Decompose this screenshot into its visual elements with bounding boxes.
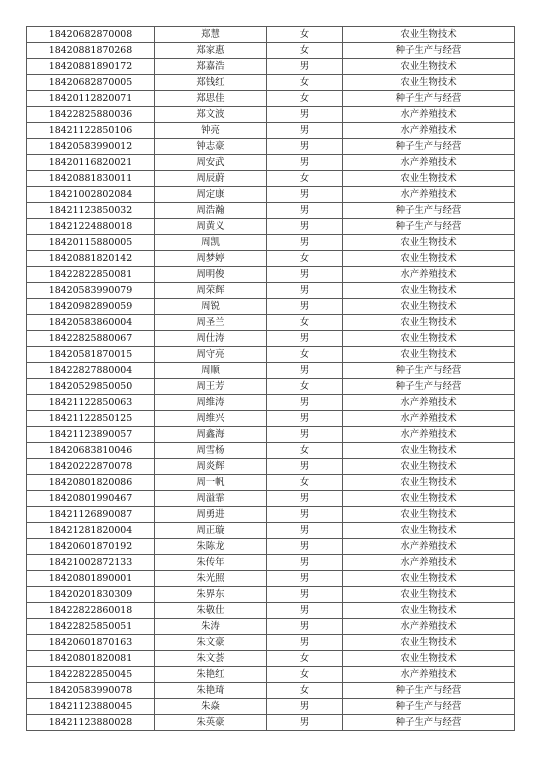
table-row <box>27 651 515 667</box>
name-cell: 周荣辉 <box>155 283 267 299</box>
gender-cell: 男 <box>267 187 343 203</box>
student-id-cell: 18420201830309 <box>27 587 155 603</box>
name-cell: 周维兴 <box>155 411 267 427</box>
major-cell: 种子生产与经营 <box>343 715 515 731</box>
major-cell: 水产养殖技术 <box>343 123 515 139</box>
student-id-cell: 18422825850051 <box>27 619 155 635</box>
major-cell: 农业生物技术 <box>343 635 515 651</box>
name-cell: 郑思佳 <box>155 91 267 107</box>
major-cell: 农业生物技术 <box>343 347 515 363</box>
table-row <box>27 75 515 91</box>
student-id-cell: 18420583860004 <box>27 315 155 331</box>
gender-cell: 女 <box>267 43 343 59</box>
table-row <box>27 171 515 187</box>
table-row <box>27 411 515 427</box>
student-id-cell: 18421123890057 <box>27 427 155 443</box>
gender-cell: 男 <box>267 603 343 619</box>
student-id-cell: 18420116820021 <box>27 155 155 171</box>
student-id-cell: 18420583990078 <box>27 683 155 699</box>
student-id-cell: 18420601870192 <box>27 539 155 555</box>
student-id-cell: 18420881870268 <box>27 43 155 59</box>
gender-cell: 男 <box>267 267 343 283</box>
table-row <box>27 667 515 683</box>
gender-cell: 男 <box>267 331 343 347</box>
major-cell: 农业生物技术 <box>343 331 515 347</box>
name-cell: 周圣兰 <box>155 315 267 331</box>
major-cell: 农业生物技术 <box>343 59 515 75</box>
gender-cell: 女 <box>267 251 343 267</box>
major-cell: 农业生物技术 <box>343 443 515 459</box>
major-cell: 农业生物技术 <box>343 315 515 331</box>
name-cell: 周明俊 <box>155 267 267 283</box>
major-cell: 水产养殖技术 <box>343 667 515 683</box>
name-cell: 周炎辉 <box>155 459 267 475</box>
gender-cell: 男 <box>267 635 343 651</box>
gender-cell: 男 <box>267 411 343 427</box>
name-cell: 朱光照 <box>155 571 267 587</box>
table-row <box>27 683 515 699</box>
table-row <box>27 315 515 331</box>
gender-cell: 男 <box>267 523 343 539</box>
student-id-cell: 18421122850125 <box>27 411 155 427</box>
table-row <box>27 235 515 251</box>
student-id-cell: 18422825880067 <box>27 331 155 347</box>
name-cell: 郑文波 <box>155 107 267 123</box>
gender-cell: 男 <box>267 283 343 299</box>
major-cell: 水产养殖技术 <box>343 427 515 443</box>
student-id-cell: 18420881820142 <box>27 251 155 267</box>
table-row <box>27 635 515 651</box>
gender-cell: 男 <box>267 203 343 219</box>
table-row <box>27 507 515 523</box>
gender-cell: 男 <box>267 155 343 171</box>
name-cell: 郑家惠 <box>155 43 267 59</box>
name-cell: 郑慧 <box>155 27 267 43</box>
student-id-cell: 18421123880045 <box>27 699 155 715</box>
student-id-cell: 18422825880036 <box>27 107 155 123</box>
gender-cell: 女 <box>267 347 343 363</box>
table-row <box>27 539 515 555</box>
gender-cell: 男 <box>267 587 343 603</box>
major-cell: 水产养殖技术 <box>343 107 515 123</box>
student-id-cell: 18421281820004 <box>27 523 155 539</box>
table-row <box>27 283 515 299</box>
gender-cell: 男 <box>267 363 343 379</box>
student-id-cell: 18422822850045 <box>27 667 155 683</box>
table-row <box>27 715 515 731</box>
student-id-cell: 18422822860018 <box>27 603 155 619</box>
major-cell: 水产养殖技术 <box>343 187 515 203</box>
major-cell: 种子生产与经营 <box>343 683 515 699</box>
student-id-cell: 18421126890087 <box>27 507 155 523</box>
student-id-cell: 18421123850032 <box>27 203 155 219</box>
name-cell: 钟志豪 <box>155 139 267 155</box>
major-cell: 种子生产与经营 <box>343 219 515 235</box>
major-cell: 种子生产与经营 <box>343 379 515 395</box>
student-id-cell: 18421224880018 <box>27 219 155 235</box>
gender-cell: 男 <box>267 507 343 523</box>
name-cell: 钟亮 <box>155 123 267 139</box>
table-row <box>27 331 515 347</box>
student-id-cell: 18420881830011 <box>27 171 155 187</box>
major-cell: 水产养殖技术 <box>343 267 515 283</box>
student-id-cell: 18420581870015 <box>27 347 155 363</box>
student-id-cell: 18421123880028 <box>27 715 155 731</box>
student-table-body <box>27 27 515 731</box>
student-id-cell: 18420583990079 <box>27 283 155 299</box>
major-cell: 水产养殖技术 <box>343 411 515 427</box>
table-row <box>27 219 515 235</box>
student-id-cell: 18420801820081 <box>27 651 155 667</box>
table-row <box>27 427 515 443</box>
table-row <box>27 475 515 491</box>
student-id-cell: 18420801890001 <box>27 571 155 587</box>
major-cell: 农业生物技术 <box>343 459 515 475</box>
major-cell: 农业生物技术 <box>343 75 515 91</box>
name-cell: 朱英豪 <box>155 715 267 731</box>
gender-cell: 男 <box>267 491 343 507</box>
gender-cell: 女 <box>267 443 343 459</box>
name-cell: 周正璇 <box>155 523 267 539</box>
table-row <box>27 587 515 603</box>
gender-cell: 男 <box>267 571 343 587</box>
table-row <box>27 91 515 107</box>
name-cell: 周顺 <box>155 363 267 379</box>
name-cell: 郑钱红 <box>155 75 267 91</box>
student-table <box>26 26 515 731</box>
student-id-cell: 18420982890059 <box>27 299 155 315</box>
table-row <box>27 139 515 155</box>
gender-cell: 女 <box>267 315 343 331</box>
major-cell: 农业生物技术 <box>343 299 515 315</box>
table-row <box>27 379 515 395</box>
gender-cell: 男 <box>267 123 343 139</box>
major-cell: 农业生物技术 <box>343 235 515 251</box>
table-row <box>27 59 515 75</box>
table-row <box>27 43 515 59</box>
student-id-cell: 18420682870008 <box>27 27 155 43</box>
name-cell: 朱涛 <box>155 619 267 635</box>
student-id-cell: 18421122850063 <box>27 395 155 411</box>
major-cell: 水产养殖技术 <box>343 539 515 555</box>
major-cell: 种子生产与经营 <box>343 699 515 715</box>
student-id-cell: 18420601870163 <box>27 635 155 651</box>
major-cell: 农业生物技术 <box>343 27 515 43</box>
student-id-cell: 18421122850106 <box>27 123 155 139</box>
major-cell: 农业生物技术 <box>343 171 515 187</box>
name-cell: 周定康 <box>155 187 267 203</box>
gender-cell: 男 <box>267 395 343 411</box>
gender-cell: 男 <box>267 219 343 235</box>
major-cell: 种子生产与经营 <box>343 43 515 59</box>
major-cell: 农业生物技术 <box>343 603 515 619</box>
table-row <box>27 299 515 315</box>
table-row <box>27 619 515 635</box>
name-cell: 周浩瀚 <box>155 203 267 219</box>
name-cell: 朱传年 <box>155 555 267 571</box>
table-row <box>27 347 515 363</box>
gender-cell: 男 <box>267 299 343 315</box>
student-id-cell: 18420801820086 <box>27 475 155 491</box>
table-row <box>27 123 515 139</box>
name-cell: 周守亮 <box>155 347 267 363</box>
student-id-cell: 18420222870078 <box>27 459 155 475</box>
name-cell: 朱界东 <box>155 587 267 603</box>
name-cell: 朱焱 <box>155 699 267 715</box>
gender-cell: 男 <box>267 59 343 75</box>
name-cell: 周勇进 <box>155 507 267 523</box>
name-cell: 周梦婷 <box>155 251 267 267</box>
major-cell: 农业生物技术 <box>343 251 515 267</box>
name-cell: 周仕涛 <box>155 331 267 347</box>
name-cell: 朱敬仕 <box>155 603 267 619</box>
name-cell: 周雪杨 <box>155 443 267 459</box>
gender-cell: 男 <box>267 555 343 571</box>
student-id-cell: 18420583990012 <box>27 139 155 155</box>
major-cell: 水产养殖技术 <box>343 555 515 571</box>
major-cell: 水产养殖技术 <box>343 619 515 635</box>
table-row <box>27 155 515 171</box>
gender-cell: 女 <box>267 475 343 491</box>
name-cell: 周鑫海 <box>155 427 267 443</box>
gender-cell: 男 <box>267 459 343 475</box>
gender-cell: 女 <box>267 27 343 43</box>
table-row <box>27 699 515 715</box>
table-row <box>27 491 515 507</box>
name-cell: 朱陈龙 <box>155 539 267 555</box>
major-cell: 农业生物技术 <box>343 491 515 507</box>
student-id-cell: 18420115880005 <box>27 235 155 251</box>
name-cell: 朱艳红 <box>155 667 267 683</box>
student-id-cell: 18420682870005 <box>27 75 155 91</box>
name-cell: 周锐 <box>155 299 267 315</box>
name-cell: 朱文荟 <box>155 651 267 667</box>
major-cell: 农业生物技术 <box>343 523 515 539</box>
table-row <box>27 251 515 267</box>
name-cell: 周辰蔚 <box>155 171 267 187</box>
table-row <box>27 555 515 571</box>
table-row <box>27 27 515 43</box>
major-cell: 农业生物技术 <box>343 651 515 667</box>
table-row <box>27 187 515 203</box>
gender-cell: 男 <box>267 235 343 251</box>
table-row <box>27 523 515 539</box>
major-cell: 农业生物技术 <box>343 587 515 603</box>
table-row <box>27 363 515 379</box>
student-id-cell: 18422822850081 <box>27 267 155 283</box>
major-cell: 水产养殖技术 <box>343 395 515 411</box>
name-cell: 周王芳 <box>155 379 267 395</box>
major-cell: 农业生物技术 <box>343 283 515 299</box>
gender-cell: 男 <box>267 539 343 555</box>
gender-cell: 女 <box>267 379 343 395</box>
gender-cell: 女 <box>267 683 343 699</box>
name-cell: 周安武 <box>155 155 267 171</box>
student-id-cell: 18421002802084 <box>27 187 155 203</box>
name-cell: 周溢霏 <box>155 491 267 507</box>
student-id-cell: 18420881890172 <box>27 59 155 75</box>
gender-cell: 男 <box>267 427 343 443</box>
name-cell: 周黄义 <box>155 219 267 235</box>
major-cell: 农业生物技术 <box>343 571 515 587</box>
student-id-cell: 18420683810046 <box>27 443 155 459</box>
major-cell: 种子生产与经营 <box>343 139 515 155</box>
gender-cell: 男 <box>267 107 343 123</box>
student-id-cell: 18421002872133 <box>27 555 155 571</box>
gender-cell: 女 <box>267 91 343 107</box>
table-row <box>27 443 515 459</box>
table-row <box>27 203 515 219</box>
gender-cell: 男 <box>267 715 343 731</box>
major-cell: 种子生产与经营 <box>343 91 515 107</box>
table-row <box>27 267 515 283</box>
gender-cell: 男 <box>267 139 343 155</box>
table-row <box>27 571 515 587</box>
gender-cell: 女 <box>267 667 343 683</box>
table-row <box>27 107 515 123</box>
major-cell: 农业生物技术 <box>343 507 515 523</box>
name-cell: 周凯 <box>155 235 267 251</box>
gender-cell: 男 <box>267 699 343 715</box>
major-cell: 水产养殖技术 <box>343 155 515 171</box>
name-cell: 周维涛 <box>155 395 267 411</box>
gender-cell: 女 <box>267 651 343 667</box>
name-cell: 朱文豪 <box>155 635 267 651</box>
student-id-cell: 18420801990467 <box>27 491 155 507</box>
student-id-cell: 18420112820071 <box>27 91 155 107</box>
student-id-cell: 18422827880004 <box>27 363 155 379</box>
table-row <box>27 395 515 411</box>
major-cell: 农业生物技术 <box>343 475 515 491</box>
name-cell: 朱艳琦 <box>155 683 267 699</box>
name-cell: 周一帆 <box>155 475 267 491</box>
major-cell: 种子生产与经营 <box>343 203 515 219</box>
gender-cell: 男 <box>267 619 343 635</box>
name-cell: 郑嘉浩 <box>155 59 267 75</box>
gender-cell: 女 <box>267 75 343 91</box>
table-row <box>27 603 515 619</box>
student-id-cell: 18420529850050 <box>27 379 155 395</box>
major-cell: 种子生产与经营 <box>343 363 515 379</box>
table-row <box>27 459 515 475</box>
gender-cell: 女 <box>267 171 343 187</box>
